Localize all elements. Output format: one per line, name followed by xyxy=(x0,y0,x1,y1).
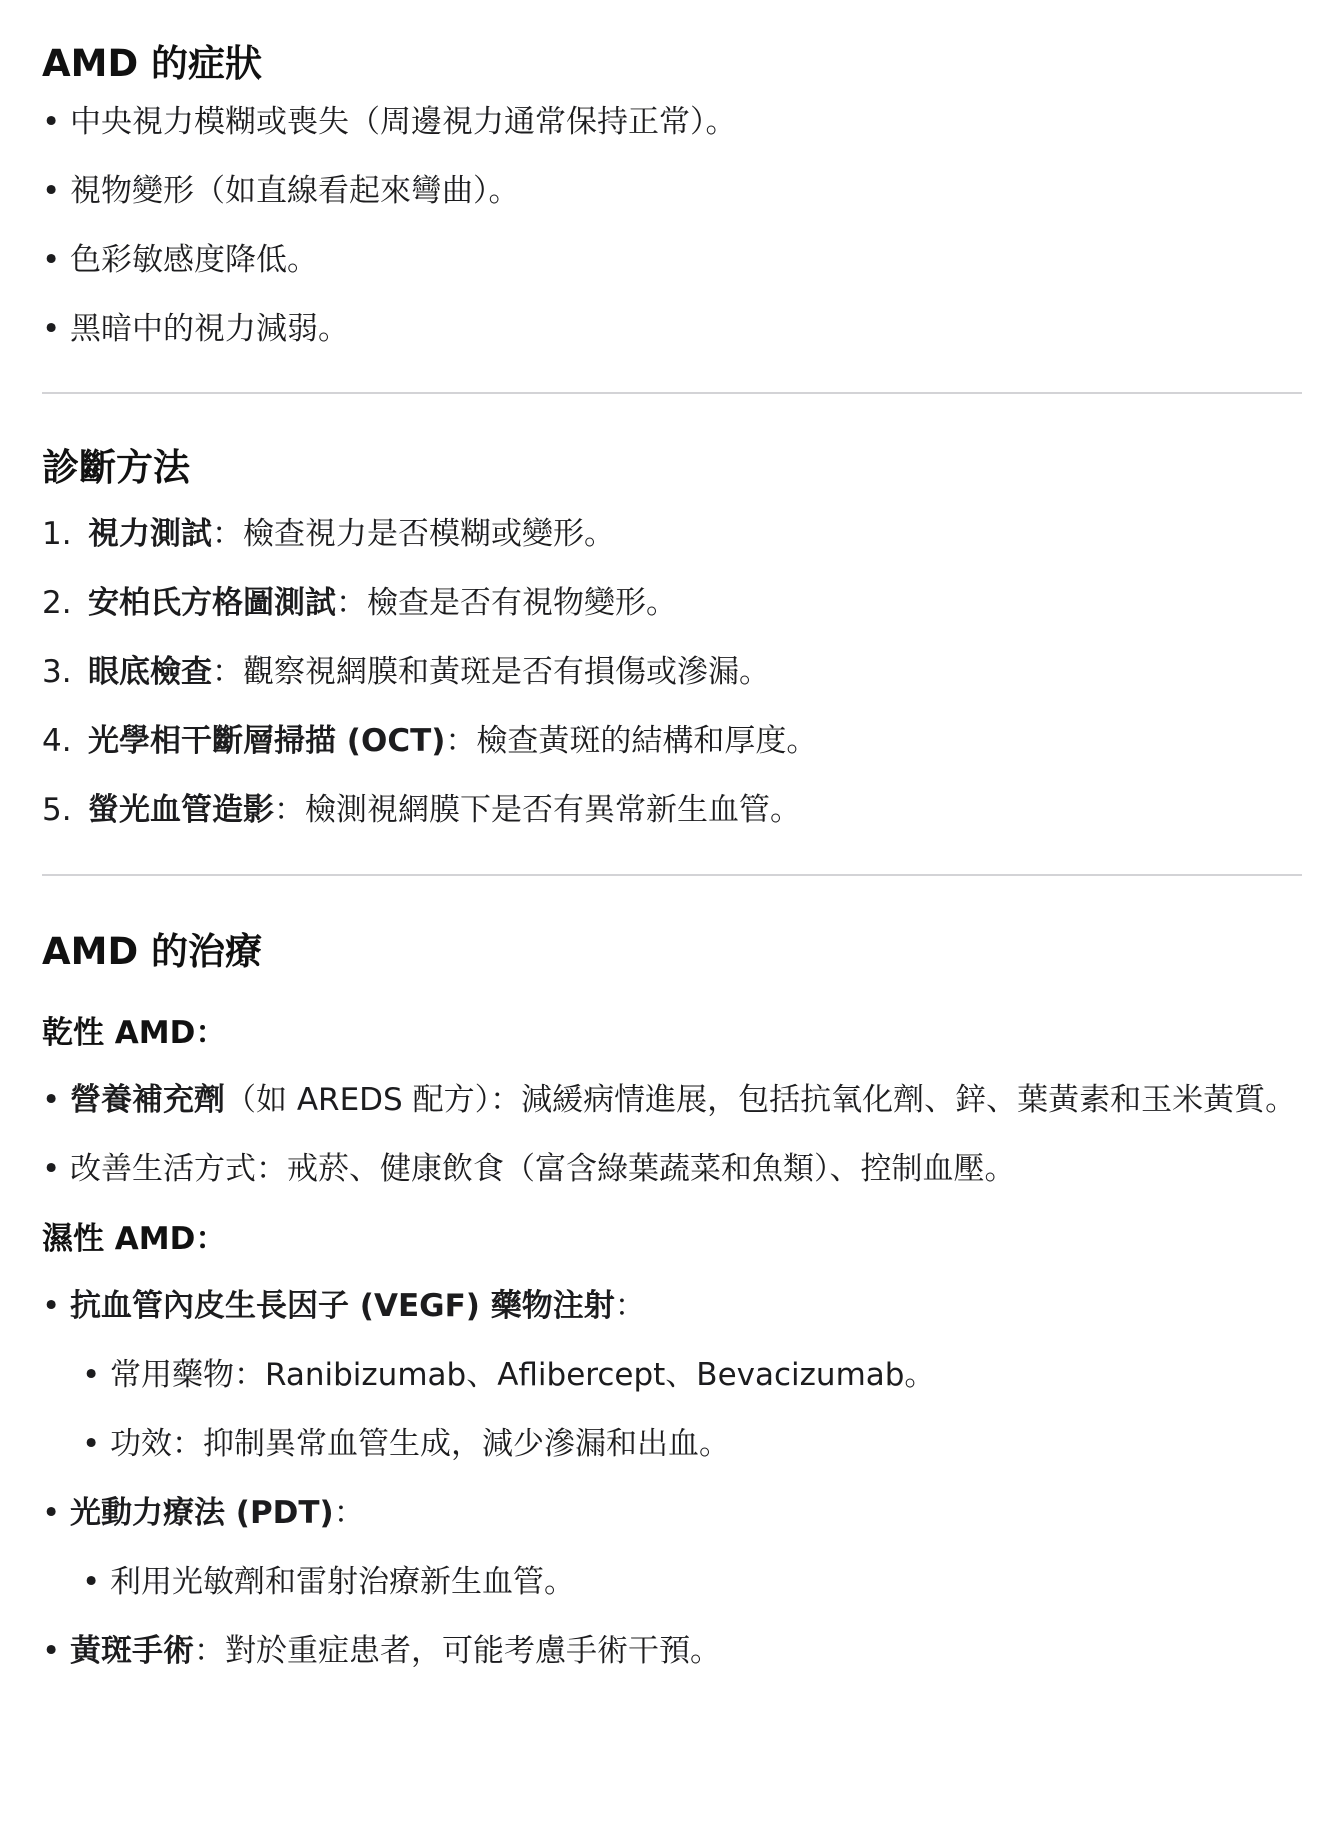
bullet-icon: • xyxy=(82,1426,101,1462)
treatment-title: AMD 的治療 xyxy=(42,930,263,973)
list-item-text: 中央視力模糊或喪失（周邊視力通常保持正常）。 xyxy=(70,104,737,140)
list-item xyxy=(42,1147,1302,1191)
bullet-icon: • xyxy=(42,1288,61,1324)
list-number: 5. xyxy=(42,792,72,828)
list-item-text: ： xyxy=(614,1288,646,1324)
list-number: 4. xyxy=(42,723,72,759)
list-item-bold: 安柏氏方格圖測試 xyxy=(88,585,336,621)
symptoms-title: AMD 的症狀 xyxy=(42,42,263,85)
list-item-text: （如 AREDS 配方）：減緩病情進展，包括抗氧化劑、鋅、葉黃素和玉米黃質。 xyxy=(225,1082,1297,1118)
list-item-text: ：檢測視網膜下是否有異常新生血管。 xyxy=(274,792,801,828)
list-item-bold: 視力測試 xyxy=(88,516,212,552)
diagnosis-title: 診斷方法 xyxy=(42,446,190,489)
list-item-text: 黑暗中的視力減弱。 xyxy=(70,311,349,347)
list-item-text: ：檢查視力是否模糊或變形。 xyxy=(212,516,615,552)
symptoms-section xyxy=(42,0,1302,351)
bullet-icon: • xyxy=(42,1082,61,1118)
list-item-bold: 黃斑手術 xyxy=(70,1633,194,1669)
list-item-text: 常用藥物：Ranibizumab、Aflibercept、Bevacizumab。 xyxy=(110,1357,936,1393)
list-number: 3. xyxy=(42,654,72,690)
treatment-section xyxy=(42,876,1302,1673)
list-item xyxy=(42,512,1302,556)
list-item-text: ： xyxy=(333,1495,365,1531)
wet-amd-list xyxy=(42,1284,1302,1673)
list-item-bold: 營養補充劑 xyxy=(70,1082,225,1118)
list-number: 1. xyxy=(42,516,72,552)
list-item-text: 視物變形（如直線看起來彎曲）。 xyxy=(70,173,520,209)
bullet-icon: • xyxy=(82,1564,101,1600)
list-item-text: 利用光敏劑和雷射治療新生血管。 xyxy=(110,1564,575,1600)
list-item xyxy=(42,788,1302,832)
list-item xyxy=(42,238,1302,282)
bullet-icon: • xyxy=(42,1495,61,1531)
diagnosis-list xyxy=(42,512,1302,832)
bullet-icon: • xyxy=(42,1633,61,1669)
list-item-bold: 光學相干斷層掃描 (OCT) xyxy=(88,723,446,759)
list-item-text: ：對於重症患者，可能考慮手術干預。 xyxy=(194,1633,721,1669)
list-number: 2. xyxy=(42,585,72,621)
list-item-bold: 螢光血管造影 xyxy=(88,792,274,828)
dry-amd-list xyxy=(42,1078,1302,1191)
bullet-icon: • xyxy=(42,242,61,278)
list-item-text: ：檢查黃斑的結構和厚度。 xyxy=(445,723,818,759)
list-item-bold: 光動力療法 (PDT) xyxy=(70,1495,334,1531)
sub-list-item xyxy=(82,1422,1302,1466)
bullet-icon: • xyxy=(82,1357,101,1393)
list-item xyxy=(42,719,1302,763)
bullet-icon: • xyxy=(42,1151,61,1187)
list-item xyxy=(42,1491,1302,1535)
list-item xyxy=(42,100,1302,144)
list-item xyxy=(42,1629,1302,1673)
list-item-bold: 抗血管內皮生長因子 (VEGF) 藥物注射 xyxy=(70,1288,615,1324)
symptoms-list xyxy=(42,100,1302,351)
bullet-icon: • xyxy=(42,104,61,140)
list-item xyxy=(42,581,1302,625)
list-item-text: ：檢查是否有視物變形。 xyxy=(336,585,677,621)
list-item-text: 色彩敏感度降低。 xyxy=(70,242,318,278)
list-item xyxy=(42,650,1302,694)
list-item-text: 改善生活方式：戒菸、健康飲食（富含綠葉蔬菜和魚類）、控制血壓。 xyxy=(70,1151,1016,1187)
list-item-text: ：觀察視網膜和黃斑是否有損傷或滲漏。 xyxy=(212,654,770,690)
list-item xyxy=(42,169,1302,213)
dry-amd-heading: 乾性 AMD： xyxy=(42,1015,227,1051)
bullet-icon: • xyxy=(42,311,61,347)
wet-amd-heading: 濕性 AMD： xyxy=(42,1221,227,1257)
sub-list-item xyxy=(82,1353,1302,1397)
list-item xyxy=(42,1078,1302,1122)
list-item-text: 功效：抑制異常血管生成，減少滲漏和出血。 xyxy=(110,1426,730,1462)
diagnosis-section xyxy=(42,394,1302,832)
list-item xyxy=(42,307,1302,351)
sub-list-item xyxy=(82,1560,1302,1604)
bullet-icon: • xyxy=(42,173,61,209)
list-item-bold: 眼底檢查 xyxy=(88,654,212,690)
list-item xyxy=(42,1284,1302,1328)
